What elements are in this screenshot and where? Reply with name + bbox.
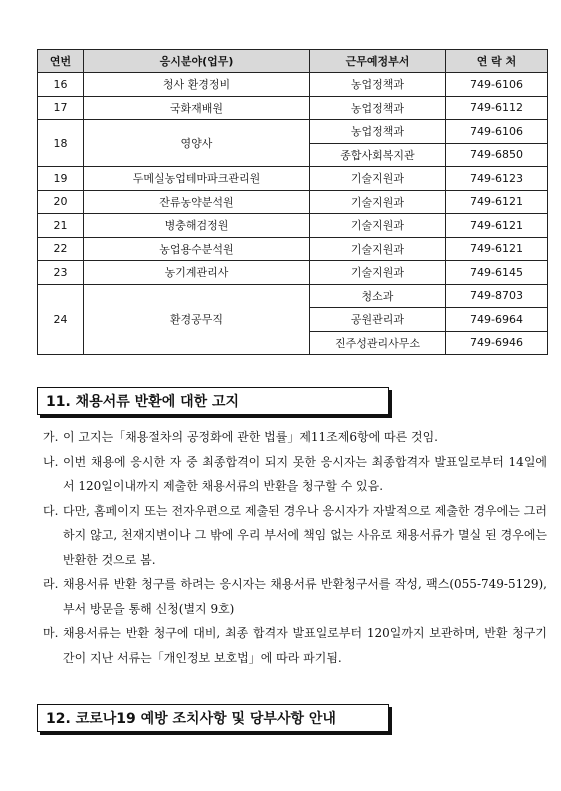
cell-dept: 기술지원과 bbox=[310, 214, 446, 238]
cell-dept: 종합사회복지관 bbox=[310, 143, 446, 167]
cell-no: 19 bbox=[38, 167, 84, 191]
cell-field: 농업용수분석원 bbox=[84, 237, 310, 261]
table-row bbox=[38, 73, 548, 97]
cell-phone: 749-6121 bbox=[446, 237, 548, 261]
cell-field: 국화재배원 bbox=[84, 96, 310, 120]
cell-phone: 749-6121 bbox=[446, 214, 548, 238]
table-row bbox=[38, 96, 548, 120]
cell-no: 24 bbox=[38, 284, 84, 355]
cell-field: 잔류농약분석원 bbox=[84, 190, 310, 214]
cell-phone: 749-6121 bbox=[446, 190, 548, 214]
cell-phone: 749-6112 bbox=[446, 96, 548, 120]
header-contact: 연 락 처 bbox=[446, 50, 548, 73]
cell-dept: 기술지원과 bbox=[310, 167, 446, 191]
notice-item-label: 다. bbox=[43, 503, 59, 518]
cell-dept: 진주성관리사무소 bbox=[310, 331, 446, 355]
cell-dept: 공원관리과 bbox=[310, 308, 446, 332]
cell-phone: 749-6106 bbox=[446, 73, 548, 97]
table-header-row bbox=[38, 50, 548, 73]
notice-item-text: 채용서류는 반환 청구에 대비, 최종 합격자 발표일로부터 120일까지 보관하며, 반환 청구기간이 지난 서류는「개인정보 보호법」에 따라 파기됨. bbox=[63, 626, 547, 665]
notice-item-text: 이 고지는「채용절차의 공정화에 관한 법률」제11조제6항에 따른 것임. bbox=[63, 430, 438, 444]
cell-dept: 청소과 bbox=[310, 284, 446, 308]
section-12-heading: 12. 코로나19 예방 조치사항 및 당부사항 안내 bbox=[37, 704, 389, 732]
table-row bbox=[38, 284, 548, 308]
cell-field: 병충해검정원 bbox=[84, 214, 310, 238]
table-row bbox=[38, 214, 548, 238]
cell-field: 두메실농업테마파크관리원 bbox=[84, 167, 310, 191]
header-dept: 근무예정부서 bbox=[310, 50, 446, 73]
cell-phone: 749-6946 bbox=[446, 331, 548, 355]
notice-item-text: 채용서류 반환 청구를 하려는 응시자는 채용서류 반환청구서를 작성, 팩스(055-749-5129), 부서 방문을 통해 신청(별지 9호) bbox=[63, 577, 547, 616]
table-row bbox=[38, 261, 548, 285]
table-body bbox=[38, 73, 548, 355]
header-no: 연번 bbox=[38, 50, 84, 73]
cell-dept: 기술지원과 bbox=[310, 190, 446, 214]
table-row bbox=[38, 237, 548, 261]
cell-dept: 기술지원과 bbox=[310, 237, 446, 261]
cell-no: 20 bbox=[38, 190, 84, 214]
cell-no: 23 bbox=[38, 261, 84, 285]
notice-item-text: 이번 채용에 응시한 자 중 최종합격이 되지 못한 응시자는 최종합격자 발표일로부터 14일에서 120일이내까지 제출한 채용서류의 반환을 청구할 수 있음. bbox=[63, 454, 547, 493]
cell-field: 농기계관리사 bbox=[84, 261, 310, 285]
cell-field: 청사 환경정비 bbox=[84, 73, 310, 97]
cell-phone: 749-6850 bbox=[446, 143, 548, 167]
notice-item bbox=[43, 621, 547, 670]
table-row bbox=[38, 120, 548, 144]
cell-no: 21 bbox=[38, 214, 84, 238]
cell-dept: 기술지원과 bbox=[310, 261, 446, 285]
table-row bbox=[38, 190, 548, 214]
cell-phone: 749-8703 bbox=[446, 284, 548, 308]
notice-item-label: 라. bbox=[43, 577, 59, 591]
cell-dept: 농업정책과 bbox=[310, 96, 446, 120]
cell-phone: 749-6123 bbox=[446, 167, 548, 191]
cell-phone: 749-6964 bbox=[446, 308, 548, 332]
cell-field: 환경공무직 bbox=[84, 284, 310, 355]
cell-no: 22 bbox=[38, 237, 84, 261]
cell-no: 18 bbox=[38, 120, 84, 167]
notice-item bbox=[43, 450, 547, 499]
header-field: 응시분야(업무) bbox=[84, 50, 310, 73]
cell-phone: 749-6106 bbox=[446, 120, 548, 144]
table-row bbox=[38, 167, 548, 191]
notice-item-label: 가. bbox=[43, 430, 59, 444]
cell-phone: 749-6145 bbox=[446, 261, 548, 285]
notice-item bbox=[43, 499, 547, 573]
notice-item bbox=[43, 425, 547, 450]
cell-no: 17 bbox=[38, 96, 84, 120]
notice-item-text: 다만, 홈페이지 또는 전자우편으로 제출된 경우나 응시자가 자발적으로 제출한 경우에는 그러하지 않고, 천재지변이나 그 밖에 우리 부서에 책임 없는 사유로 채용서류가 멸실 된 경우에는 반환한 것으로 봄. bbox=[63, 503, 547, 567]
position-contact-table bbox=[37, 49, 548, 355]
notice-item-label: 마. bbox=[43, 626, 59, 640]
section-11-heading: 11. 채용서류 반환에 대한 고지 bbox=[37, 387, 389, 415]
cell-dept: 농업정책과 bbox=[310, 120, 446, 144]
cell-dept: 농업정책과 bbox=[310, 73, 446, 97]
cell-no: 16 bbox=[38, 73, 84, 97]
notice-item-label: 나. bbox=[43, 454, 59, 469]
cell-field: 영양사 bbox=[84, 120, 310, 167]
notice-item bbox=[43, 572, 547, 621]
section-11-items bbox=[43, 425, 547, 670]
